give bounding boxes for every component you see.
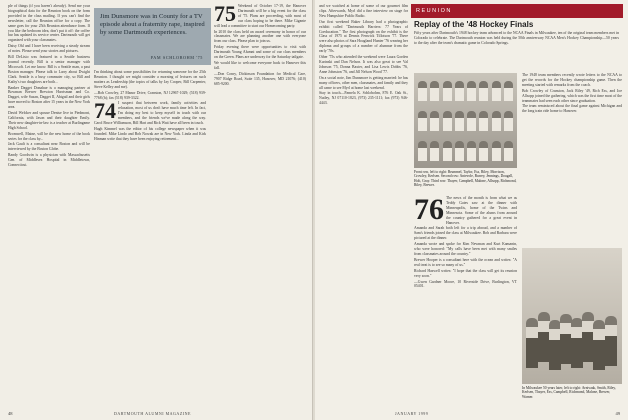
- page-number: 48: [8, 411, 13, 416]
- paragraph: Bromwell, Maine, will be the new home of the book series for the class by...: [8, 131, 90, 141]
- photo-row: [418, 111, 513, 131]
- photo-caption: In Milwaukee 50 years later, left to right: Arnivaak, Smith, Riley, Kerlsen, Thayer, Ess, Campbell, Richmond, Malone, Brewer, Warner.: [522, 386, 616, 399]
- paragraph: ple of things (if you haven't already). Send me your biographical data for the Reunion book on the form provided in the class mailing. If you can't find the newsletter, call the Reunion office for a copy. The same goes for your 25th Reunion attendance form. If you like the bedroom idea, don't put it off: the coffee bar has updated its service center. Dartmouth will get organized with your classmates.: [8, 4, 90, 43]
- team-photo: [414, 73, 517, 168]
- pull-quote-credit: PAM SCHLOBOHM '75: [150, 55, 203, 60]
- right-column-1: [319, 4, 408, 408]
- page-number: 49: [615, 411, 620, 416]
- paragraph: Randy Goodwin is a physician with Massachusetts Gen. of Middlesex Hospital in Middletown, Connecticut.: [8, 153, 90, 168]
- paragraph: Bill DeLisio was featured in a Seattle business journal recently. Bill is a senior manager with Microsoft. Let me know. Bill is a Seattle man, a past Boston manager. Please talk to Larry about Dwight Clark. Seattle is a busy commuter city, so Bill and Kathy's two daughters are both...: [8, 55, 90, 84]
- left-column-3: [214, 4, 306, 408]
- right-column-3: [522, 73, 622, 244]
- pull-quote-box: [94, 8, 211, 65]
- paragraph: We would like to welcome everyone back to Hanover this fall.: [214, 60, 306, 70]
- paragraph: 75 Weekend of October 17-19, the Hanover Dartmouth will be a big event for the class of '75. Plans are proceeding, with most of our class hoping to be there. Mike Gigante will lead a committee to start our Homecoming party.: [214, 4, 306, 28]
- paragraph: Richard Haswell writes: "I hope that the class will get its reunion very soon.": [414, 268, 517, 278]
- paragraph: Brewer Hooper is a consultant here with the ocean and writes: "A real treat is to see so many of us.": [414, 257, 517, 267]
- paragraph: and we watched at home of some of our gourmet film clips. Afterwards, Myrl did a fine interview on stage for New Hampshire Public Radio.: [319, 4, 408, 18]
- pull-quote-text: Jim Dunsmore was in County for a TV episode about a fraternity rape, inspired by some Dartmouth experiences.: [100, 13, 205, 36]
- paragraph: In 2010 the class held an award ceremony in honor of our classmates. We are planning another one with everyone from our class. Please plan to join us.: [214, 29, 306, 44]
- photo-row: [418, 141, 513, 161]
- paragraph: Bob Crowley of Cranston, Jack Riley '49, Rich Ess, and Joe Allsopp joined the gathering, which was the first time most of the teammates had seen each other since graduation.: [522, 88, 622, 103]
- right-column-2: [414, 196, 517, 406]
- paragraph: Amanda wrote and spoke for Kim Newman and Kurt Kamanin, who were honored: "My calls have been met with many smiles from classmates around the country.": [414, 242, 517, 256]
- paragraph: Friday evening there were opportunities to visit with Dartmouth Young Alumni and some of our class members on the Green. Plans are underway for the Saturday tailgate.: [214, 45, 306, 60]
- paragraph: The team reminisced about the final game against Michigan and the long train ride home to Hanover.: [522, 104, 622, 114]
- signature-paragraph: Stay in touch—Pamela K. Schlobohm, 876 E. Oak St., Nutley, NJ 07110-1823, (973) 235-1111; fax (973) 946-4443.: [319, 91, 408, 106]
- paragraph: The 1948 team members recently wrote letters to the NCAA to get the records for the Hockey championship game. Then the meeting started with remarks from the coach.: [522, 73, 622, 87]
- signature-paragraph: —Gwen Gardner Moore, 10 Riverside Drive, Burlington, VT 05401.: [414, 279, 517, 289]
- paragraph: Other '75s who attended the weekend were Laura Gorden Kurinski and Dan Nelson. It was also great to see Val Johnson '75, Donna Baxter, and Lisa Lewis Dobbs '76, Anne Johnston '76, and Jill Nelson Wood '77.: [319, 55, 408, 74]
- dropcap: 75: [214, 4, 236, 26]
- signature-paragraph: —Bob Crowley, 27 Manor Drive, Cranston, NJ 12967-1029; (518) 939-7768 (h); fax (518) 939-3322.: [94, 90, 206, 100]
- paragraph: 76 The news of the month is from what we as Teddy Gates saw at the dinner with Minneapolis, home of the Twins and Minnesota. Some of the alums from around the country gathered for a great event in Hanover.: [414, 196, 517, 226]
- dropcap: 76: [414, 196, 444, 226]
- paragraph: On a social note, Jim Dunsmore is getting married: he has many officers, other men, classmates, and family and they all came to see Myrl at home last weekend.: [319, 75, 408, 90]
- signature-paragraph: —Don Conry, Dickinson Foundation for Medical Care, 7907 Ridge Road, Suite 135, Hanover, MD 21076; (410) 685-9200.: [214, 71, 306, 86]
- page-footer: JANUARY 1999: [395, 411, 429, 416]
- right-page: [315, 0, 628, 420]
- left-page: [0, 0, 313, 420]
- left-column-2: [94, 70, 206, 408]
- reunion-photo: [522, 248, 622, 384]
- paragraph: Our first weekend Baker Library had a photographic exhibit called "Dartmouth Harriers: 77 Years of Coeducation." The first photograph on the exhibit is the Class of 1975 at Dennis Fenwick Tillotson '77. There were also photos of Sara Hoagland Hunter '76 wearing her diploma and groups of a number of alumnae from the early '70s.: [319, 19, 408, 54]
- page-footer: DARTMOUTH ALUMNI MAGAZINE: [114, 411, 191, 416]
- paragraph: Amanda and Sarah both left for a trip abroad, and a number of Sam's friends joined the class at Milwaukee. Bob and Barbara were pictured at the dinner.: [414, 226, 517, 241]
- dropcap: 74: [94, 98, 116, 124]
- article-intro: Fifty years after Dartmouth's 1948 hockey team advanced to the NCAA Finals in Milwaukee, ten of the original team members met in Colorado to celebrate. The Dartmouth reunion was held during the 50th anniversary NCAA Men's Hockey Championship—50 years to the day after the team's dramatic game in Colorado Springs.: [414, 31, 619, 45]
- article-title: Replay of the '48 Hockey Finals: [414, 20, 534, 29]
- paragraph: 74 I suspect that between work, family activities and relaxation, most of us don't have much time left. In fact, I'm doing my best to keep myself in touch with our members, and the friends we've made along the way. Carol Bruce Williamson, Bill Hart and Rick Watt have all been in touch.: [94, 98, 206, 126]
- section-band: REUNION: [411, 4, 623, 18]
- left-column-1: [8, 4, 90, 408]
- paragraph: Banker Dagget Donahue is a managing partner at Bowman Brewer Brewton Harrisman and Co. Dagget, wife Susan, Dagget II, Abigail and their girls have moved to Boston after 15 years in the New York area.: [8, 85, 90, 110]
- paragraph: Hugh Kimmel was the editor of his college newspaper when it was founded. Mike Lindo and Bob Nowak are in New York. Linda and Kirk Hinman write that they have been enjoying retirement...: [94, 126, 206, 141]
- paragraph: David Welcker and spouse Denise live in Piedmont, California, with Jason and their daughter Emily. Their new daughter-in-law is a teacher at Burlingame High School.: [8, 111, 90, 130]
- paragraph: Daisy Ohl and I have been receiving a steady stream of notes. Please send your stories and pictures.: [8, 44, 90, 54]
- photo-caption: Front row, left to right: Brummel, Taylor, Ess, Riley, Morrison, Crowley, Kerlsen. Second row: Antevole, Burrey, Jennings, Dougall, Holt, Gray. Third row: Thayer, Campbell, Malone, Allsopp, Richmond, Riley, Brewer.: [414, 170, 517, 188]
- photo-row: [418, 81, 513, 101]
- paragraph: Jack Gault is a consultant near Boston and will be interviewed by the Boston Globe.: [8, 142, 90, 152]
- paragraph: I'm thinking about some possibilities for returning someone for the 25th Reunion. I thought we might consider a morning of lectures on such matters as Leadership (the topics of talks by Jay Cooper, Bill Carpenter, Steve Kelley and me).: [94, 70, 206, 89]
